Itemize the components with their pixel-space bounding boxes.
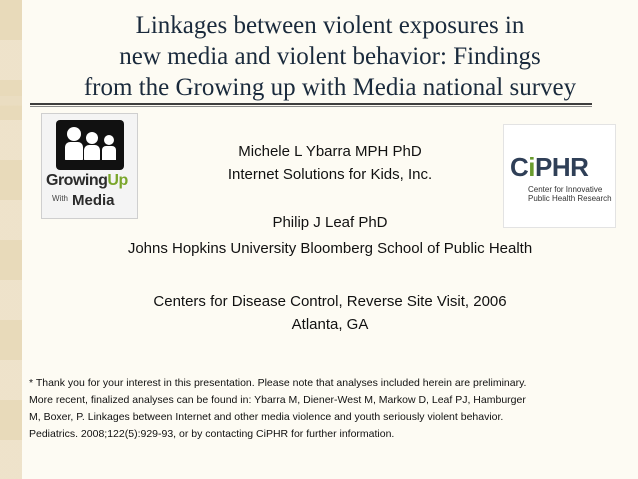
left-bar-stripe <box>0 0 22 479</box>
title-divider-thin <box>30 106 592 107</box>
logo-word-up: Up <box>107 172 128 189</box>
left-decorative-bar <box>0 0 22 479</box>
ciphr-letters-phr: PHR <box>535 152 589 182</box>
ciphr-letter-i: i <box>528 152 536 182</box>
logo-word-growing: Growing <box>46 172 108 189</box>
title-line-3: from the Growing up with Media national survey <box>83 74 577 101</box>
slide-title <box>30 10 630 103</box>
ciphr-subtitle-line-2: Public Health Research <box>528 194 612 203</box>
author-2-organization: Johns Hopkins University Bloomberg School of Public Health <box>127 240 533 257</box>
author-2-name: Philip J Leaf PhD <box>272 214 388 231</box>
ciphr-letter-c: C <box>510 152 529 182</box>
ciphr-subtitle <box>528 185 612 203</box>
footnote-line-1: * Thank you for your interest in this presentation. Please note that analyses included herein are preliminary. <box>29 377 527 389</box>
title-line-1: Linkages between violent exposures in <box>135 12 525 39</box>
footnote <box>29 375 629 443</box>
footnote-line-3: M, Boxer, P. Linkages between Internet and other media violence and youth seriously violent behavior. <box>29 411 504 423</box>
logo-word-with: With <box>52 194 68 203</box>
author-1-organization: Internet Solutions for Kids, Inc. <box>227 166 433 183</box>
event-line: Centers for Disease Control, Reverse Site Visit, 2006 <box>153 293 507 310</box>
logo-word-media: Media <box>72 192 115 209</box>
title-line-2: new media and violent behavior: Findings <box>119 43 541 70</box>
ciphr-subtitle-line-1: Center for Innovative <box>528 185 603 194</box>
footnote-line-4: Pediatrics. 2008;122(5):929-93, or by contacting CiPHR for further information. <box>29 428 395 440</box>
footnote-line-2: More recent, finalized analyses can be found in: Ybarra M, Diener-West M, Markow D, Leaf PJ, Hamburger <box>29 394 526 406</box>
author-1-name: Michele L Ybarra MPH PhD <box>238 143 422 160</box>
event-location: Atlanta, GA <box>291 316 369 333</box>
title-divider <box>30 103 592 105</box>
